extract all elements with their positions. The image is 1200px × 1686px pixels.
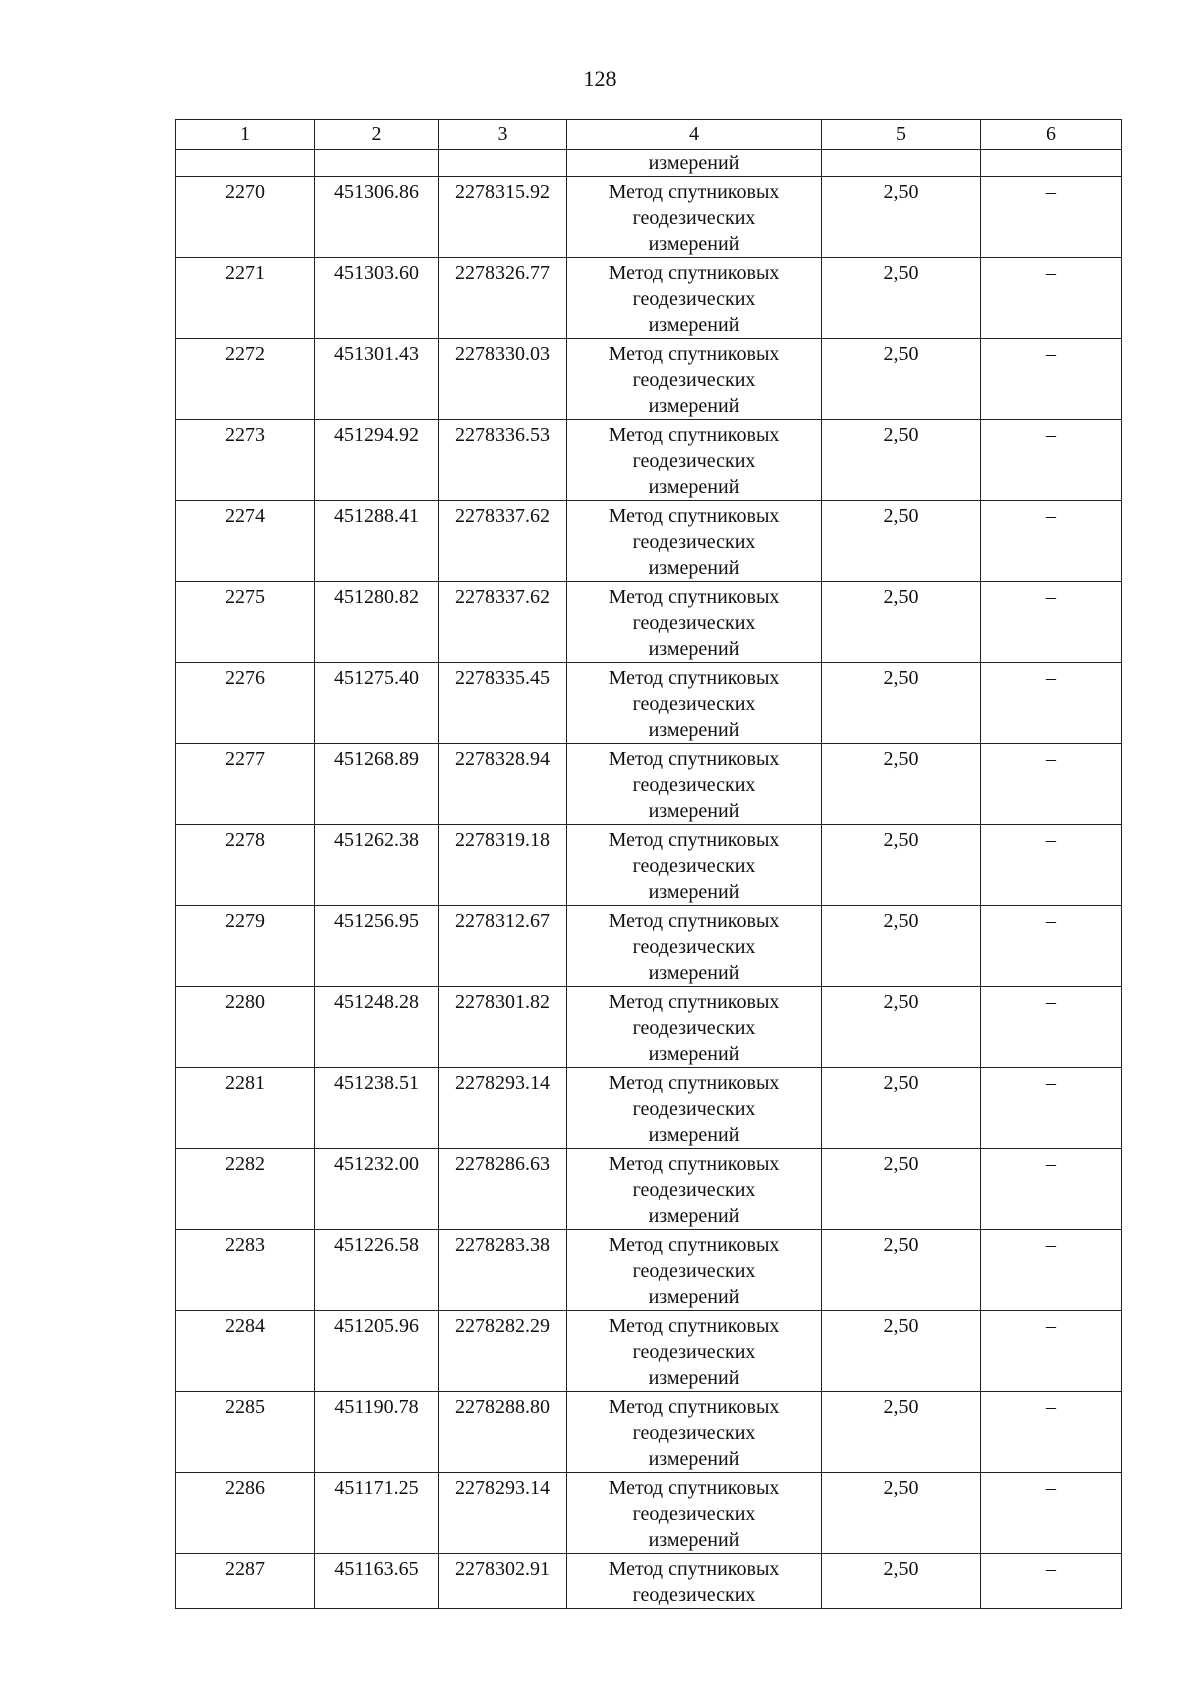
table-row: [176, 1230, 1122, 1311]
method-line: Метод спутниковых: [608, 829, 780, 851]
table-row: [176, 582, 1122, 663]
method-cell: [567, 987, 822, 1068]
x-coordinate-cell: 451306.86: [315, 177, 439, 258]
note-cell: –: [981, 1068, 1122, 1149]
x-coordinate-cell: 451280.82: [315, 582, 439, 663]
method-line: измерений: [648, 395, 740, 417]
method-line: Метод спутниковых: [608, 1153, 780, 1175]
note-cell: –: [981, 825, 1122, 906]
note-cell: –: [981, 1149, 1122, 1230]
method-cell: [567, 1392, 822, 1473]
note-cell: –: [981, 744, 1122, 825]
y-coordinate-cell: 2278336.53: [439, 420, 567, 501]
x-coordinate-cell: 451288.41: [315, 501, 439, 582]
point-number-cell: 2284: [176, 1311, 315, 1392]
y-coordinate-cell: 2278315.92: [439, 177, 567, 258]
method-line: геодезических: [632, 1017, 756, 1039]
note-cell: –: [981, 906, 1122, 987]
method-cell: [567, 1554, 822, 1609]
accuracy-cell: 2,50: [822, 1149, 981, 1230]
method-line: Метод спутниковых: [608, 1477, 780, 1499]
method-line: измерений: [648, 1367, 740, 1389]
method-line: Метод спутниковых: [608, 991, 780, 1013]
method-line: геодезических: [632, 855, 756, 877]
note-cell: –: [981, 177, 1122, 258]
point-number-cell: 2278: [176, 825, 315, 906]
method-line: Метод спутниковых: [608, 1558, 780, 1580]
accuracy-cell: 2,50: [822, 420, 981, 501]
accuracy-cell: 2,50: [822, 501, 981, 582]
method-line: геодезических: [632, 450, 756, 472]
method-line: Метод спутниковых: [608, 910, 780, 932]
accuracy-cell: 2,50: [822, 906, 981, 987]
x-coordinate-cell: 451248.28: [315, 987, 439, 1068]
method-line: Метод спутниковых: [608, 1234, 780, 1256]
method-line: измерений: [648, 557, 740, 579]
method-line: измерений: [648, 1124, 740, 1146]
method-line: геодезических: [632, 1260, 756, 1282]
accuracy-cell: 2,50: [822, 1554, 981, 1609]
method-line: геодезических: [632, 207, 756, 229]
table-row: [176, 906, 1122, 987]
point-number-cell: 2271: [176, 258, 315, 339]
table-row: [176, 1068, 1122, 1149]
x-coordinate-cell: 451190.78: [315, 1392, 439, 1473]
table-row: [176, 1392, 1122, 1473]
x-coordinate-cell: 451262.38: [315, 825, 439, 906]
note-cell: –: [981, 501, 1122, 582]
table-row: [176, 987, 1122, 1068]
method-line: измерений: [648, 1205, 740, 1227]
method-line: измерений: [648, 719, 740, 741]
point-number-cell: 2272: [176, 339, 315, 420]
method-cell: [567, 501, 822, 582]
note-cell: –: [981, 1392, 1122, 1473]
method-cell: [567, 339, 822, 420]
column-number: 5: [822, 120, 981, 150]
x-coordinate-cell: 451301.43: [315, 339, 439, 420]
table-row: [176, 501, 1122, 582]
x-coordinate-cell: 451275.40: [315, 663, 439, 744]
method-line: геодезических: [632, 1503, 756, 1525]
accuracy-cell: 2,50: [822, 987, 981, 1068]
point-number-cell: 2283: [176, 1230, 315, 1311]
x-coordinate-cell: 451294.92: [315, 420, 439, 501]
method-line: измерений: [648, 1529, 740, 1551]
point-number-cell: 2276: [176, 663, 315, 744]
x-coordinate-cell: 451268.89: [315, 744, 439, 825]
point-number-cell: 2280: [176, 987, 315, 1068]
x-coordinate-cell: 451226.58: [315, 1230, 439, 1311]
table-row: [176, 177, 1122, 258]
note-cell: –: [981, 582, 1122, 663]
point-number-cell: 2274: [176, 501, 315, 582]
accuracy-cell: 2,50: [822, 744, 981, 825]
accuracy-cell: 2,50: [822, 339, 981, 420]
x-coordinate-cell: 451232.00: [315, 1149, 439, 1230]
x-coordinate-cell: 451303.60: [315, 258, 439, 339]
point-number-cell: 2275: [176, 582, 315, 663]
point-number-cell: 2277: [176, 744, 315, 825]
method-cell: [567, 1149, 822, 1230]
column-number: 2: [315, 120, 439, 150]
accuracy-cell: 2,50: [822, 1311, 981, 1392]
method-line: геодезических: [632, 531, 756, 553]
continuation-text: измерений: [567, 150, 822, 177]
method-line: геодезических: [632, 936, 756, 958]
method-line: геодезических: [632, 612, 756, 634]
table-row: [176, 825, 1122, 906]
method-cell: [567, 177, 822, 258]
method-cell: [567, 744, 822, 825]
accuracy-cell: 2,50: [822, 258, 981, 339]
y-coordinate-cell: 2278330.03: [439, 339, 567, 420]
table-row: [176, 258, 1122, 339]
method-cell: [567, 1230, 822, 1311]
column-number: 6: [981, 120, 1122, 150]
method-line: Метод спутниковых: [608, 1315, 780, 1337]
method-cell: [567, 420, 822, 501]
method-line: Метод спутниковых: [608, 667, 780, 689]
table-row: [176, 663, 1122, 744]
x-coordinate-cell: 451256.95: [315, 906, 439, 987]
y-coordinate-cell: 2278282.29: [439, 1311, 567, 1392]
method-line: геодезических: [632, 774, 756, 796]
method-cell: [567, 1068, 822, 1149]
note-cell: –: [981, 420, 1122, 501]
method-cell: [567, 258, 822, 339]
point-number-cell: 2287: [176, 1554, 315, 1609]
column-number: 3: [439, 120, 567, 150]
method-line: Метод спутниковых: [608, 1396, 780, 1418]
method-line: измерений: [648, 314, 740, 336]
note-cell: –: [981, 1311, 1122, 1392]
point-number-cell: 2286: [176, 1473, 315, 1554]
method-line: измерений: [648, 800, 740, 822]
table-row: [176, 1149, 1122, 1230]
y-coordinate-cell: 2278319.18: [439, 825, 567, 906]
x-coordinate-cell: 451238.51: [315, 1068, 439, 1149]
y-coordinate-cell: 2278288.80: [439, 1392, 567, 1473]
method-line: Метод спутниковых: [608, 748, 780, 770]
method-line: геодезических: [632, 1584, 756, 1606]
method-line: Метод спутниковых: [608, 424, 780, 446]
y-coordinate-cell: 2278337.62: [439, 582, 567, 663]
table-row: [176, 339, 1122, 420]
y-coordinate-cell: 2278301.82: [439, 987, 567, 1068]
accuracy-cell: 2,50: [822, 177, 981, 258]
accuracy-cell: 2,50: [822, 582, 981, 663]
accuracy-cell: 2,50: [822, 1068, 981, 1149]
table-row: [176, 420, 1122, 501]
note-cell: –: [981, 1473, 1122, 1554]
note-cell: –: [981, 258, 1122, 339]
column-number: 1: [176, 120, 315, 150]
method-line: Метод спутниковых: [608, 262, 780, 284]
method-cell: [567, 582, 822, 663]
point-number-cell: 2273: [176, 420, 315, 501]
point-number-cell: 2285: [176, 1392, 315, 1473]
accuracy-cell: 2,50: [822, 663, 981, 744]
y-coordinate-cell: 2278326.77: [439, 258, 567, 339]
y-coordinate-cell: 2278337.62: [439, 501, 567, 582]
note-cell: –: [981, 339, 1122, 420]
note-cell: –: [981, 987, 1122, 1068]
accuracy-cell: 2,50: [822, 1392, 981, 1473]
point-number-cell: 2282: [176, 1149, 315, 1230]
x-coordinate-cell: 451171.25: [315, 1473, 439, 1554]
method-line: геодезических: [632, 1098, 756, 1120]
note-cell: –: [981, 663, 1122, 744]
method-line: измерений: [648, 1043, 740, 1065]
method-line: геодезических: [632, 1341, 756, 1363]
method-line: Метод спутниковых: [608, 586, 780, 608]
note-cell: –: [981, 1554, 1122, 1609]
method-line: измерений: [648, 962, 740, 984]
method-cell: [567, 825, 822, 906]
method-line: измерений: [648, 1286, 740, 1308]
method-cell: [567, 906, 822, 987]
method-cell: [567, 1311, 822, 1392]
coordinates-table: [175, 119, 1122, 1609]
table-row: [176, 1311, 1122, 1392]
method-line: Метод спутниковых: [608, 343, 780, 365]
method-cell: [567, 1473, 822, 1554]
method-line: геодезических: [632, 288, 756, 310]
method-line: измерений: [648, 638, 740, 660]
table-row: [176, 1554, 1122, 1609]
method-line: геодезических: [632, 1422, 756, 1444]
method-line: геодезических: [632, 369, 756, 391]
method-line: геодезических: [632, 693, 756, 715]
method-line: измерений: [648, 1448, 740, 1470]
y-coordinate-cell: 2278293.14: [439, 1473, 567, 1554]
y-coordinate-cell: 2278335.45: [439, 663, 567, 744]
method-line: измерений: [648, 476, 740, 498]
y-coordinate-cell: 2278312.67: [439, 906, 567, 987]
table-row: [176, 1473, 1122, 1554]
y-coordinate-cell: 2278283.38: [439, 1230, 567, 1311]
y-coordinate-cell: 2278293.14: [439, 1068, 567, 1149]
method-line: Метод спутниковых: [608, 1072, 780, 1094]
y-coordinate-cell: 2278302.91: [439, 1554, 567, 1609]
x-coordinate-cell: 451163.65: [315, 1554, 439, 1609]
point-number-cell: 2281: [176, 1068, 315, 1149]
method-line: Метод спутниковых: [608, 181, 780, 203]
method-line: геодезических: [632, 1179, 756, 1201]
method-line: измерений: [648, 233, 740, 255]
method-line: измерений: [648, 881, 740, 903]
note-cell: –: [981, 1230, 1122, 1311]
column-number-row: [176, 120, 1122, 150]
method-cell: [567, 663, 822, 744]
point-number-cell: 2270: [176, 177, 315, 258]
accuracy-cell: 2,50: [822, 825, 981, 906]
column-number: 4: [567, 120, 822, 150]
accuracy-cell: 2,50: [822, 1230, 981, 1311]
y-coordinate-cell: 2278286.63: [439, 1149, 567, 1230]
x-coordinate-cell: 451205.96: [315, 1311, 439, 1392]
table-row: [176, 744, 1122, 825]
method-line: Метод спутниковых: [608, 505, 780, 527]
accuracy-cell: 2,50: [822, 1473, 981, 1554]
page-number: 128: [583, 66, 617, 91]
y-coordinate-cell: 2278328.94: [439, 744, 567, 825]
point-number-cell: 2279: [176, 906, 315, 987]
continuation-row: [176, 150, 1122, 177]
